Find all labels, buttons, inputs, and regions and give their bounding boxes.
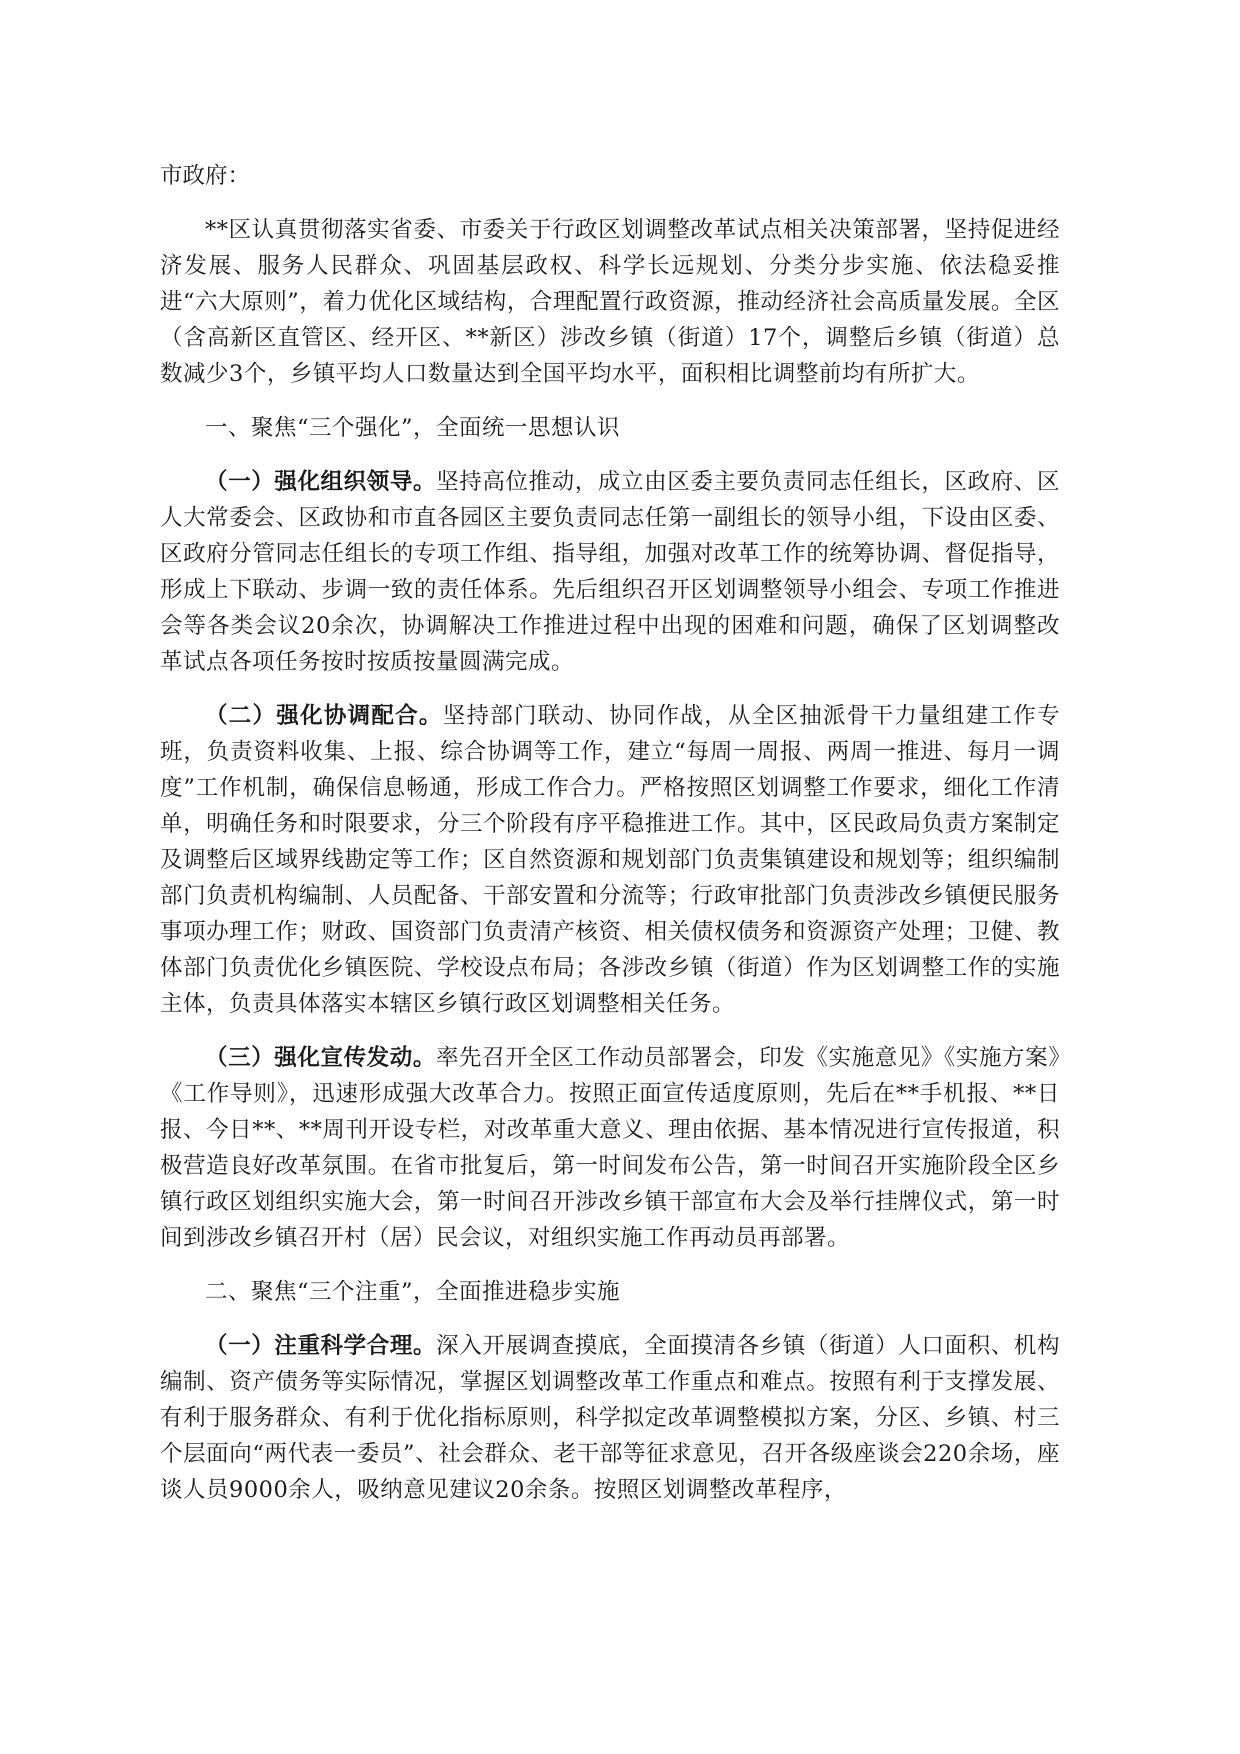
paragraph-lead: （三）强化宣传发动。 (205, 1045, 436, 1071)
paragraph-text: 率先召开全区工作动员部署会，印发《实施意见》《实施方案》《工作导则》，迅速形成强大改革合力。按照正面宣传适度原则，先后在**手机报、**日报、今日**、**周刊开设专栏，对改革重大意义、理由依据、基本情况进行宣传报道，积极营造良好改革氛围。在省市批复后，第一时间发布公告，第一时间召开实施阶段全区乡镇行政区划组织实施大会，第一时间召开涉改乡镇干部宣布大会及举行挂牌仪式，第一时间到涉改乡镇召开村（居）民会议，对组织实施工作再动员再部署。 (160, 1045, 1060, 1251)
paragraph-1-3 (160, 1040, 1060, 1256)
paragraph-2-1 (160, 1328, 1060, 1508)
paragraph-1-2 (160, 698, 1060, 1022)
paragraph-lead: （一）注重科学合理。 (205, 1333, 437, 1359)
paragraph-lead: （一）强化组织领导。 (205, 469, 437, 495)
section-heading-2: 二、聚焦“三个注重”，全面推进稳步实施 (205, 1279, 621, 1305)
paragraph-1-1 (160, 464, 1060, 680)
paragraph-lead: （二）强化协调配合。 (205, 703, 443, 729)
paragraph-text: 坚持部门联动、协同作战，从全区抽派骨干力量组建工作专班，负责资料收集、上报、综合协调等工作，建立“每周一周报、两周一推进、每月一调度”工作机制，确保信息畅通，形成工作合力。严格按照区划调整工作要求，细化工作清单，明确任务和时限要求，分三个阶段有序平稳推进工作。其中，区民政局负责方案制定及调整后区域界线勘定等工作；区自然资源和规划部门负责集镇建设和规划等；组织编制部门负责机构编制、人员配备、干部安置和分流等；行政审批部门负责涉改乡镇便民服务事项办理工作；财政、国资部门负责清产核资、相关债权债务和资源资产处理；卫健、教体部门负责优化乡镇医院、学校设点布局；各涉改乡镇（街道）作为区划调整工作的实施主体，负责具体落实本辖区乡镇行政区划调整相关任务。 (160, 703, 1060, 1017)
salutation: 市政府： (160, 163, 251, 189)
intro-paragraph: **区认真贯彻落实省委、市委关于行政区划调整改革试点相关决策部署，坚持促进经济发展、服务人民群众、巩固基层政权、科学长远规划、分类分步实施、依法稳妥推进“六大原则”，着力优化区域结构，合理配置行政资源，推动经济社会高质量发展。全区（含高新区直管区、经开区、**新区）涉改乡镇（街道）17个，调整后乡镇（街道）总数减少3个，乡镇平均人口数量达到全国平均水平，面积相比调整前均有所扩大。 (160, 217, 1060, 387)
paragraph-text: 坚持高位推动，成立由区委主要负责同志任组长，区政府、区人大常委会、区政协和市直各园区主要负责同志任第一副组长的领导小组，下设由区委、区政府分管同志任组长的专项工作组、指导组，加强对改革工作的统筹协调、督促指导，形成上下联动、步调一致的责任体系。先后组织召开区划调整领导小组会、专项工作推进会等各类会议20余次，协调解决工作推进过程中出现的困难和问题，确保了区划调整改革试点各项任务按时按质按量圆满完成。 (160, 469, 1060, 675)
paragraph-text: 深入开展调查摸底，全面摸清各乡镇（街道）人口面积、机构编制、资产债务等实际情况，掌握区划调整改革工作重点和难点。按照有利于支撑发展、有利于服务群众、有利于优化指标原则，科学拟定改革调整模拟方案，分区、乡镇、村三个层面向“两代表一委员”、社会群众、老干部等征求意见，召开各级座谈会220余场，座谈人员9000余人，吸纳意见建议20余条。按照区划调整改革程序， (160, 1333, 1060, 1503)
section-heading-1: 一、聚焦“三个强化”，全面统一思想认识 (205, 415, 621, 441)
